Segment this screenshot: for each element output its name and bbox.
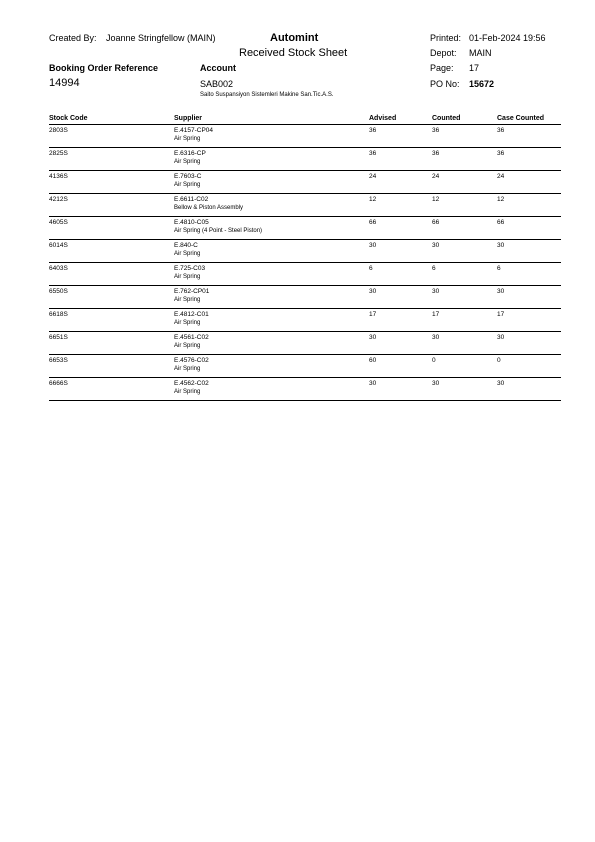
table-row — [49, 148, 561, 171]
cell-stock-code: 6651S — [49, 332, 174, 355]
cell-advised: 60 — [369, 355, 432, 378]
account-name: Saito Suspansiyon Sistemleri Makine San.Tic.A.S. — [200, 92, 334, 98]
cell-supplier — [174, 148, 369, 171]
table-row — [49, 355, 561, 378]
cell-case-counted: 17 — [497, 309, 561, 332]
table-row — [49, 125, 561, 148]
depot-label: Depot: — [430, 48, 457, 58]
table-row — [49, 309, 561, 332]
cell-case-counted: 36 — [497, 125, 561, 148]
table-row — [49, 240, 561, 263]
cell-counted: 66 — [432, 217, 497, 240]
supplier-code: E.6316-CP — [174, 150, 206, 157]
account-value: SAB002 — [200, 79, 234, 89]
cell-stock-code: 2803S — [49, 125, 174, 148]
table-row — [49, 286, 561, 309]
cell-counted: 12 — [432, 194, 497, 217]
table-row — [49, 171, 561, 194]
cell-case-counted: 24 — [497, 171, 561, 194]
cell-case-counted: 30 — [497, 332, 561, 355]
item-description: Air Spring — [174, 136, 201, 142]
stock-table-body — [49, 125, 561, 401]
item-description: Air Spring — [174, 251, 201, 257]
supplier-code: E.4812-C01 — [174, 311, 209, 318]
supplier-code: E.840-C — [174, 242, 198, 249]
cell-counted: 24 — [432, 171, 497, 194]
cell-counted: 30 — [432, 332, 497, 355]
col-advised: Advised — [369, 113, 432, 125]
cell-advised: 30 — [369, 332, 432, 355]
cell-case-counted: 30 — [497, 378, 561, 401]
table-row — [49, 332, 561, 355]
supplier-code: E.7603-C — [174, 173, 202, 180]
cell-stock-code: 6666S — [49, 378, 174, 401]
supplier-code: E.4576-C02 — [174, 357, 209, 364]
cell-stock-code: 4605S — [49, 217, 174, 240]
cell-stock-code: 4136S — [49, 171, 174, 194]
cell-supplier — [174, 332, 369, 355]
created-by-value: Joanne Stringfellow (MAIN) — [106, 33, 216, 43]
supplier-code: E.6611-C02 — [174, 196, 209, 203]
cell-advised: 36 — [369, 148, 432, 171]
po-label: PO No: — [430, 79, 460, 89]
page-label: Page: — [430, 63, 454, 73]
supplier-code: E.762-CP01 — [174, 288, 210, 295]
cell-counted: 36 — [432, 125, 497, 148]
cell-counted: 30 — [432, 378, 497, 401]
printed-label: Printed: — [430, 33, 462, 43]
cell-counted: 0 — [432, 355, 497, 378]
cell-counted: 30 — [432, 286, 497, 309]
cell-stock-code: 4212S — [49, 194, 174, 217]
cell-stock-code: 2825S — [49, 148, 174, 171]
created-by-label: Created By: — [49, 33, 97, 43]
table-header-row — [49, 113, 561, 125]
cell-supplier — [174, 171, 369, 194]
cell-case-counted: 30 — [497, 240, 561, 263]
cell-advised: 6 — [369, 263, 432, 286]
cell-case-counted: 66 — [497, 217, 561, 240]
cell-counted: 6 — [432, 263, 497, 286]
page-value: 17 — [469, 63, 480, 73]
cell-supplier — [174, 309, 369, 332]
cell-case-counted: 0 — [497, 355, 561, 378]
printed-value: 01-Feb-2024 19:56 — [469, 33, 546, 43]
cell-advised: 36 — [369, 125, 432, 148]
cell-advised: 30 — [369, 240, 432, 263]
item-description: Air Spring (4 Point - Steel Piston) — [174, 228, 263, 234]
cell-counted: 36 — [432, 148, 497, 171]
supplier-code: E.4810-C05 — [174, 219, 209, 226]
col-counted: Counted — [432, 113, 497, 125]
cell-case-counted: 30 — [497, 286, 561, 309]
table-row — [49, 194, 561, 217]
col-case-counted: Case Counted — [497, 113, 561, 125]
supplier-code: E.725-C03 — [174, 265, 206, 272]
cell-stock-code: 6014S — [49, 240, 174, 263]
supplier-code: E.4562-C02 — [174, 380, 209, 387]
cell-supplier — [174, 194, 369, 217]
cell-advised: 17 — [369, 309, 432, 332]
stock-table — [49, 113, 561, 401]
company-name: Automint — [270, 32, 319, 44]
item-description: Bellow & Piston Assembly — [174, 205, 244, 211]
cell-stock-code: 6653S — [49, 355, 174, 378]
booking-value: 14994 — [49, 77, 80, 89]
cell-supplier — [174, 355, 369, 378]
cell-advised: 24 — [369, 171, 432, 194]
cell-supplier — [174, 125, 369, 148]
table-row — [49, 217, 561, 240]
cell-stock-code: 6403S — [49, 263, 174, 286]
cell-supplier — [174, 286, 369, 309]
cell-case-counted: 36 — [497, 148, 561, 171]
cell-stock-code: 6618S — [49, 309, 174, 332]
cell-stock-code: 6550S — [49, 286, 174, 309]
col-stock-code: Stock Code — [49, 113, 174, 125]
cell-case-counted: 6 — [497, 263, 561, 286]
booking-label: Booking Order Reference — [49, 63, 159, 73]
supplier-code: E.4561-C02 — [174, 334, 209, 341]
cell-advised: 30 — [369, 286, 432, 309]
sheet-title: Received Stock Sheet — [239, 47, 348, 59]
cell-advised: 30 — [369, 378, 432, 401]
item-description: Air Spring — [174, 320, 201, 326]
cell-supplier — [174, 240, 369, 263]
account-label: Account — [200, 63, 236, 73]
item-description: Air Spring — [174, 182, 201, 188]
depot-value: MAIN — [469, 48, 492, 58]
table-row — [49, 263, 561, 286]
item-description: Air Spring — [174, 297, 201, 303]
cell-advised: 66 — [369, 217, 432, 240]
item-description: Air Spring — [174, 366, 201, 372]
item-description: Air Spring — [174, 389, 201, 395]
po-value: 15672 — [469, 79, 495, 89]
cell-counted: 30 — [432, 240, 497, 263]
cell-advised: 12 — [369, 194, 432, 217]
col-supplier: Supplier — [174, 113, 369, 125]
item-description: Air Spring — [174, 343, 201, 349]
cell-counted: 17 — [432, 309, 497, 332]
cell-supplier — [174, 217, 369, 240]
cell-case-counted: 12 — [497, 194, 561, 217]
item-description: Air Spring — [174, 274, 201, 280]
cell-supplier — [174, 378, 369, 401]
item-description: Air Spring — [174, 159, 201, 165]
supplier-code: E.4157-CP04 — [174, 127, 214, 134]
cell-supplier — [174, 263, 369, 286]
table-row — [49, 378, 561, 401]
